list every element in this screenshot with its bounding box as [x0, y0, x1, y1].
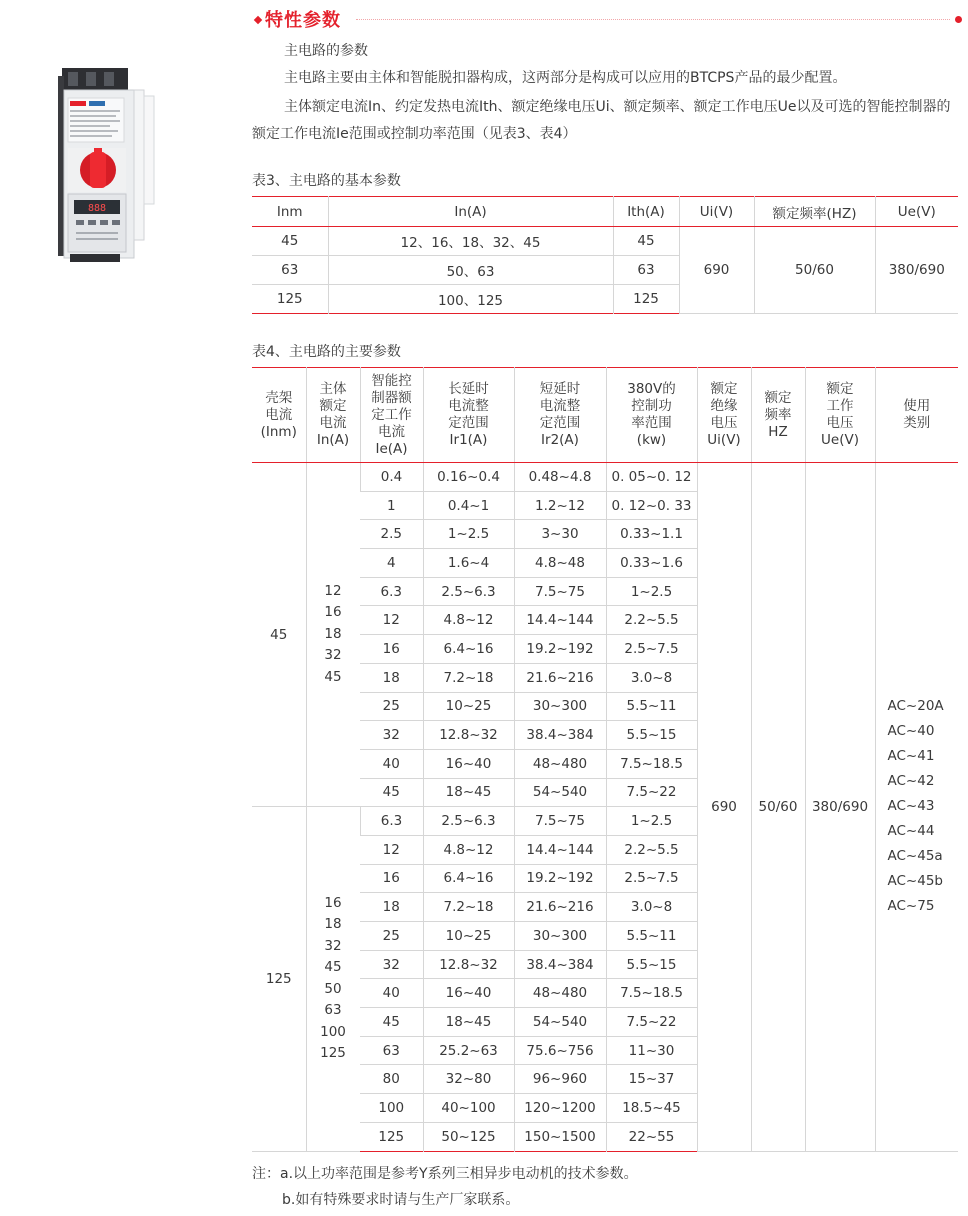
cell-power: 0.33~1.1: [606, 520, 697, 549]
cell-ir1: 4.8~12: [423, 606, 514, 635]
cell-ir2: 7.5~75: [514, 577, 606, 606]
cell-ir1: 12.8~32: [423, 950, 514, 979]
cell-power: 2.5~7.5: [606, 635, 697, 664]
cell-power: 7.5~18.5: [606, 979, 697, 1008]
col-header-inm: 壳架 电流 (Inm): [252, 368, 306, 463]
cell-ie: 40: [360, 979, 423, 1008]
cell-power: 7.5~22: [606, 778, 697, 807]
cell-ir1: 40~100: [423, 1094, 514, 1123]
cell-ie: 125: [378, 1128, 405, 1145]
cell-ie: 4: [360, 549, 423, 578]
cell-power: 11~30: [606, 1036, 697, 1065]
cell-ir2: 54~540: [514, 778, 606, 807]
cell-ue: 380/690: [805, 463, 875, 1152]
cell-ir2: 75.6~756: [514, 1036, 606, 1065]
cell-power: 5.5~15: [606, 721, 697, 750]
cell-ie: 2.5: [360, 520, 423, 549]
cell-ir2: 21.6~216: [514, 893, 606, 922]
cell-ir2: 14.4~144: [514, 835, 606, 864]
cell-ie: 6.3: [360, 807, 423, 836]
cell-freq: 50/60: [751, 463, 805, 1152]
col-header-usage: 使用 类别: [875, 368, 958, 463]
cell-ue: 380/690: [875, 227, 958, 314]
cell-ith: 45: [613, 227, 679, 256]
cell-ir2: 48~480: [514, 749, 606, 778]
col-header-ui: 额定 绝缘 电压 Ui(V): [697, 368, 751, 463]
cell-ie: 16: [360, 635, 423, 664]
cell-ir1: 6.4~16: [423, 864, 514, 893]
cell-ie: 12: [360, 606, 423, 635]
col-header-ue: Ue(V): [875, 197, 958, 227]
cell-ie: 32: [360, 950, 423, 979]
cell-ie: 25: [360, 922, 423, 951]
cell-ir2: 30~300: [514, 692, 606, 721]
cell-in: 16 18 32 45 50 63 100 125: [306, 807, 360, 1151]
dot-icon: [955, 16, 962, 23]
col-header-freq: 额定频率(HZ): [754, 197, 875, 227]
cell-ir1: 18~45: [423, 778, 514, 807]
cell-power: 18.5~45: [606, 1094, 697, 1123]
cell-ir2: 38.4~384: [514, 721, 606, 750]
diamond-icon: [254, 16, 262, 24]
cell-ir1: 32~80: [423, 1065, 514, 1094]
col-header-ue: 额定 工作 电压 Ue(V): [805, 368, 875, 463]
cell-power: 0. 05~0. 12: [606, 463, 697, 492]
cell-ie: 18: [360, 893, 423, 922]
cell-inm: 125: [276, 291, 303, 307]
cell-ir2: 54~540: [514, 1008, 606, 1037]
cell-power: 1~2.5: [606, 807, 697, 836]
col-header-ir1: 长延时 电流整 定范围 Ir1(A): [423, 368, 514, 463]
cell-ir2: 0.48~4.8: [514, 463, 606, 492]
cell-ir1: 2.5~6.3: [423, 807, 514, 836]
cell-power: 2.2~5.5: [606, 606, 697, 635]
cell-in: 100、125: [328, 285, 613, 314]
cell-ir1: 25.2~63: [423, 1036, 514, 1065]
table4-caption: 表4、主电路的主要参数: [252, 344, 401, 360]
note-a: 注：a.以上功率范围是参考Y系列三相异步电动机的技术参数。: [252, 1166, 638, 1182]
col-header-in: 主体 额定 电流 In(A): [306, 368, 360, 463]
cell-ie: 40: [360, 749, 423, 778]
cell-ie: 18: [360, 663, 423, 692]
cell-inm: 63: [252, 256, 328, 285]
cell-usage: AC~20A AC~40 AC~41 AC~42 AC~43 AC~44 AC~45a AC~45b AC~75: [875, 463, 958, 1152]
cell-ir1: 18~45: [423, 1008, 514, 1037]
table4: [252, 367, 958, 1152]
cell-inm: 45: [252, 463, 306, 807]
cell-ir1: 7.2~18: [423, 663, 514, 692]
cell-ie: 63: [360, 1036, 423, 1065]
section-heading: [252, 4, 964, 34]
cell-freq: 50/60: [754, 227, 875, 314]
cell-power: 7.5~18.5: [606, 749, 697, 778]
cell-ir1: 16~40: [423, 979, 514, 1008]
cell-ir1: 7.2~18: [423, 893, 514, 922]
cell-power: 2.2~5.5: [606, 835, 697, 864]
cell-ir2: 19.2~192: [514, 864, 606, 893]
cell-ir1: 50~125: [423, 1122, 514, 1151]
cell-ir2: 96~960: [514, 1065, 606, 1094]
cell-ir1: 4.8~12: [423, 835, 514, 864]
col-header-in: In(A): [328, 197, 613, 227]
cell-ir1: 0.4~1: [423, 491, 514, 520]
col-header-inm: Inm: [252, 197, 328, 227]
table-row: [252, 227, 958, 256]
cell-ir2: 4.8~48: [514, 549, 606, 578]
section-title: 特性参数: [265, 10, 341, 31]
table3: [252, 196, 958, 314]
cell-power: 3.0~8: [606, 663, 697, 692]
cell-ir1: 10~25: [423, 922, 514, 951]
cell-ir2: 14.4~144: [514, 606, 606, 635]
col-header-ith: Ith(A): [613, 197, 679, 227]
cell-ie: 0.4: [360, 463, 423, 492]
cell-in: 12 16 18 32 45: [306, 463, 360, 807]
intro-heading: 主电路的参数: [284, 43, 368, 59]
cell-ie: 12: [360, 835, 423, 864]
cell-in: 50、63: [328, 256, 613, 285]
cell-ir1: 1.6~4: [423, 549, 514, 578]
table-row: [252, 463, 958, 492]
col-header-ui: Ui(V): [679, 197, 754, 227]
cell-power: 0.33~1.6: [606, 549, 697, 578]
cell-ith: 63: [613, 256, 679, 285]
cell-power: 22~55: [606, 1122, 697, 1151]
cell-ir2: 30~300: [514, 922, 606, 951]
cell-power: 5.5~15: [606, 950, 697, 979]
cell-ir2: 19.2~192: [514, 635, 606, 664]
table-header-row: [252, 368, 958, 463]
col-header-ie: 智能控 制器额 定工作 电流 Ie(A): [360, 368, 423, 463]
cell-ir1: 2.5~6.3: [423, 577, 514, 606]
cell-ir2: 7.5~75: [514, 807, 606, 836]
cell-inm: 45: [252, 227, 328, 256]
cell-ir2: 150~1500: [514, 1122, 606, 1151]
col-header-freq: 额定 频率 HZ: [751, 368, 805, 463]
cell-ie: 6.3: [360, 577, 423, 606]
cell-ir2: 3~30: [514, 520, 606, 549]
cell-in: 12、16、18、32、45: [328, 227, 613, 256]
cell-ir2: 48~480: [514, 979, 606, 1008]
cell-ie: 45: [360, 1008, 423, 1037]
cell-ui: 690: [697, 463, 751, 1152]
cell-ui: 690: [679, 227, 754, 314]
cell-power: 15~37: [606, 1065, 697, 1094]
cell-ir1: 12.8~32: [423, 721, 514, 750]
product-image: [56, 64, 158, 264]
col-header-power: 380V的 控制功 率范围 (kw): [606, 368, 697, 463]
cell-ie: 16: [360, 864, 423, 893]
col-header-ir2: 短延时 电流整 定范围 Ir2(A): [514, 368, 606, 463]
cell-ith: 125: [613, 285, 679, 314]
dotted-divider: [356, 19, 950, 20]
cell-ir1: 10~25: [423, 692, 514, 721]
note-b: b.如有特殊要求时请与生产厂家联系。: [282, 1192, 520, 1208]
table3-caption: 表3、主电路的基本参数: [252, 173, 401, 189]
cell-ir1: 6.4~16: [423, 635, 514, 664]
cell-ir1: 16~40: [423, 749, 514, 778]
cell-ir1: 1~2.5: [423, 520, 514, 549]
cell-ie: 32: [360, 721, 423, 750]
intro-paragraph: 主电路主要由主体和智能脱扣器构成，这两部分是构成可以应用的BTCPS产品的最少配置。: [284, 70, 847, 86]
cell-power: 7.5~22: [606, 1008, 697, 1037]
cell-ir1: 0.16~0.4: [423, 463, 514, 492]
cell-ie: 45: [360, 778, 423, 807]
svg-text:888: 888: [87, 203, 107, 214]
table4-body: [252, 463, 958, 1152]
table-header-row: [252, 197, 958, 227]
cell-inm: 125: [252, 807, 306, 1151]
cell-ie: 25: [360, 692, 423, 721]
cell-power: 0. 12~0. 33: [606, 491, 697, 520]
cell-ir2: 120~1200: [514, 1094, 606, 1123]
intro-paragraph-scope: 主体额定电流In、约定发热电流Ith、额定绝缘电压Ui、额定频率、额定工作电压Ue以及可选的智能控制器的额定工作电流Ie范围或控制功率范围（见表3、表4）: [252, 99, 951, 142]
cell-ie: 100: [360, 1094, 423, 1123]
cell-power: 3.0~8: [606, 893, 697, 922]
cell-power: 5.5~11: [606, 922, 697, 951]
cell-ir2: 21.6~216: [514, 663, 606, 692]
cell-power: 1~2.5: [606, 577, 697, 606]
cell-power: 5.5~11: [606, 692, 697, 721]
cell-ie: 1: [360, 491, 423, 520]
cell-power: 2.5~7.5: [606, 864, 697, 893]
cell-ie: 80: [360, 1065, 423, 1094]
cell-ir2: 38.4~384: [514, 950, 606, 979]
cell-ir2: 1.2~12: [514, 491, 606, 520]
